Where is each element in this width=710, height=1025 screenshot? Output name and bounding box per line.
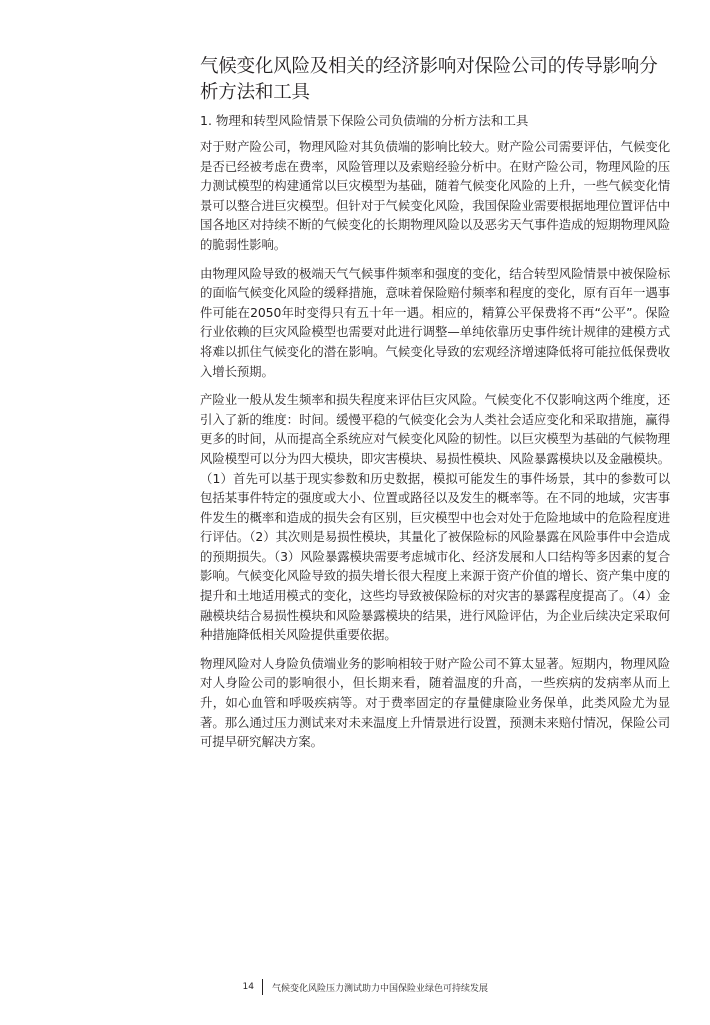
page-footer	[234, 977, 488, 997]
report-title: 气候变化风险压力测试助力中国保险业绿色可持续发展	[272, 983, 489, 994]
paragraph-property-insurance: 对于财产险公司，物理风险对其负债端的影响比较大。财产险公司需要评估，气候变化是否已经被考虑在费率，风险管理以及索赔经验分析中。在财产险公司，物理风险的压力测试模型的构建通常以巨灾模型为基础，随着气候变化风险的上升，一些气候变化情景可以整合进巨灾模型。但针对于气候变化风险，我国保险业需要根据地理位置评估中国各地区对持续不断的气候变化的长期物理风险以及恶劣天气事件造成的短期物理风险的脆弱性影响。	[200, 139, 670, 252]
footer-divider	[262, 979, 263, 995]
paragraph-life-insurance: 物理风险对人身险负债端业务的影响相较于财产险公司不算太显著。短期内，物理风险对人身险公司的影响很小，但长期来看，随着温度的升高，一些疾病的发病率从而上升，如心血管和呼吸疾病等。对于费率固定的存量健康险业务保单，此类风险尤为显著。那么通过压力测试来对未来温度上升情景进行设置，预测未来赔付情况，保险公司可提早研究解决方案。	[200, 655, 670, 750]
subsection-heading: 1. 物理和转型风险情景下保险公司负债端的分析方法和工具	[200, 113, 529, 128]
paragraph-catastrophe-model: 产险业一般从发生频率和损失程度来评估巨灾风险。气候变化不仅影响这两个维度，还引入了新的维度：时间。缓慢平稳的气候变化会为人类社会适应变化和采取措施，赢得更多的时间，从而提高全系统应对气候变化风险的韧性。以巨灾模型为基础的气候物理风险模型可以分为四大模块，即灾害模块、易损性模块、风险暴露模块以及金融模块。（1）首先可以基于现实参数和历史数据，模拟可能发生的事件场景，其中的参数可以包括某事件特定的强度或大小、位置或路径以及发生的概率等。在不同的地域，灾害事件发生的概率和造成的损失会有区别，巨灾模型中也会对处于危险地域中的危险程度进行评估。（2）其次则是易损性模块，其量化了被保险标的风险暴露在风险事件中会造成的预期损失。（3）风险暴露模块需要考虑城市化、经济发展和人口结构等多因素的复合影响。气候变化风险导致的损失增长很大程度上来源于资产价值的增长、资产集中度的提升和土地适用模式的变化，这些均导致被保险标的对灾害的暴露程度提高了。（4）金融模块结合易损性模块和风险暴露模块的结果，进行风险评估，为企业后续决定采取何种措施降低相关风险提供重要依据。	[200, 392, 670, 643]
main-content	[200, 54, 670, 761]
paragraph-extreme-weather: 由物理风险导致的极端天气气候事件频率和强度的变化，结合转型风险情景中被保险标的面临气候变化风险的缓释措施，意味着保险赔付频率和程度的变化，原有百年一遇事件可能在2050年时变得只有五十年一遇。相应的，精算公平保费将不再“公平”。保险行业依赖的巨灾风险模型也需要对此进行调整—单纯依靠历史事件统计规律的建模方式将难以抓住气候变化的潜在影响。气候变化导致的宏观经济增速降低将可能拉低保费收入增长预期。	[200, 265, 670, 379]
page-number: 14	[242, 982, 254, 992]
section-title: 气候变化风险及相关的经济影响对保险公司的传导影响分析方法和工具	[200, 56, 658, 103]
